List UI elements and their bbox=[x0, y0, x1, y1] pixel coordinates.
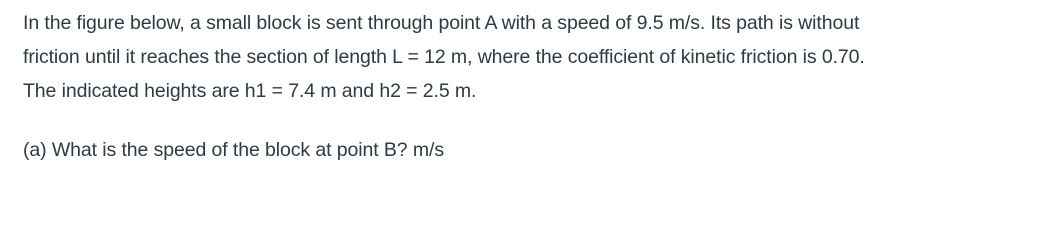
problem-line-2: friction until it reaches the section of length L = 12 m, where the coefficient of kinetic friction is 0.70. bbox=[23, 46, 865, 68]
question-part-a: (a) What is the speed of the block at point B? m/s bbox=[23, 139, 444, 161]
problem-statement bbox=[23, 6, 1043, 108]
problem-line-1: In the figure below, a small block is sent through point A with a speed of 9.5 m/s. Its path is without bbox=[23, 12, 860, 34]
problem-line-3: The indicated heights are h1 = 7.4 m and h2 = 2.5 m. bbox=[23, 80, 477, 102]
